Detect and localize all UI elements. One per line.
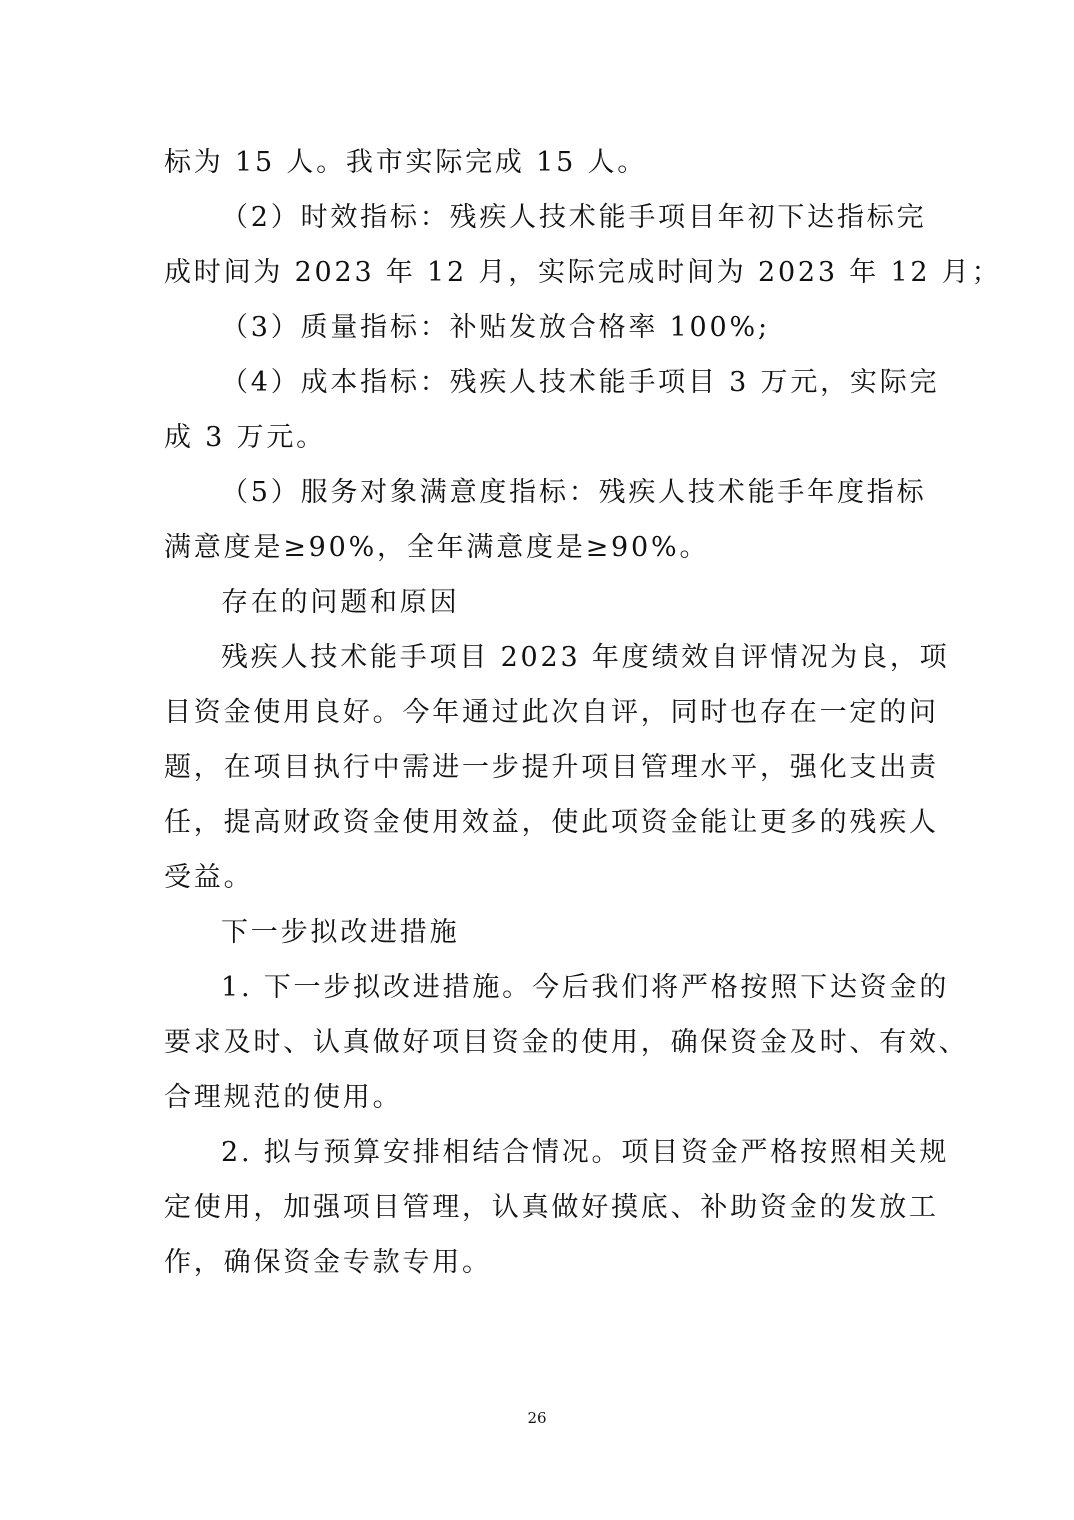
text-line-8: 满意度是≥90%，全年满意度是≥90%。: [164, 532, 710, 563]
text-line-7: （5）服务对象满意度指标：残疾人技术能手年度指标: [221, 477, 927, 508]
text-line-18: 合理规范的使用。: [164, 1082, 403, 1113]
text-line-3: 成时间为 2023 年 12 月，实际完成时间为 2023 年 12 月；: [164, 257, 1002, 288]
text-line-13: 任，提高财政资金使用效益，使此项资金能让更多的残疾人: [164, 807, 939, 838]
page-number: 26: [527, 1409, 547, 1427]
text-line-10: 残疾人技术能手项目 2023 年度绩效自评情况为良，项: [221, 642, 950, 673]
text-line-5: （4）成本指标：残疾人技术能手项目 3 万元，实际完: [221, 367, 940, 398]
text-line-12: 题，在项目执行中需进一步提升项目管理水平，强化支出责: [164, 752, 939, 783]
text-line-19: 2. 拟与预算安排相结合情况。项目资金严格按照相关规: [221, 1137, 950, 1168]
text-line-21: 作，确保资金专款专用。: [164, 1247, 492, 1278]
text-line-17: 要求及时、认真做好项目资金的使用，确保资金及时、有效、: [164, 1027, 969, 1058]
text-line-14: 受益。: [164, 862, 254, 893]
section-heading-problems: 存在的问题和原因: [221, 587, 460, 618]
text-line-6: 成 3 万元。: [164, 422, 326, 453]
text-line-20: 定使用，加强项目管理，认真做好摸底、补助资金的发放工: [164, 1192, 939, 1223]
text-line-1: 标为 15 人。我市实际完成 15 人。: [164, 147, 648, 178]
text-line-11: 目资金使用良好。今年通过此次自评，同时也存在一定的问: [164, 697, 939, 728]
text-line-4: （3）质量指标：补贴发放合格率 100%;: [221, 312, 770, 343]
body-text: [164, 135, 1002, 1290]
section-heading-improvements: 下一步拟改进措施: [221, 917, 460, 948]
text-line-16: 1. 下一步拟改进措施。今后我们将严格按照下达资金的: [221, 972, 950, 1003]
text-line-2: （2）时效指标：残疾人技术能手项目年初下达指标完: [221, 202, 927, 233]
